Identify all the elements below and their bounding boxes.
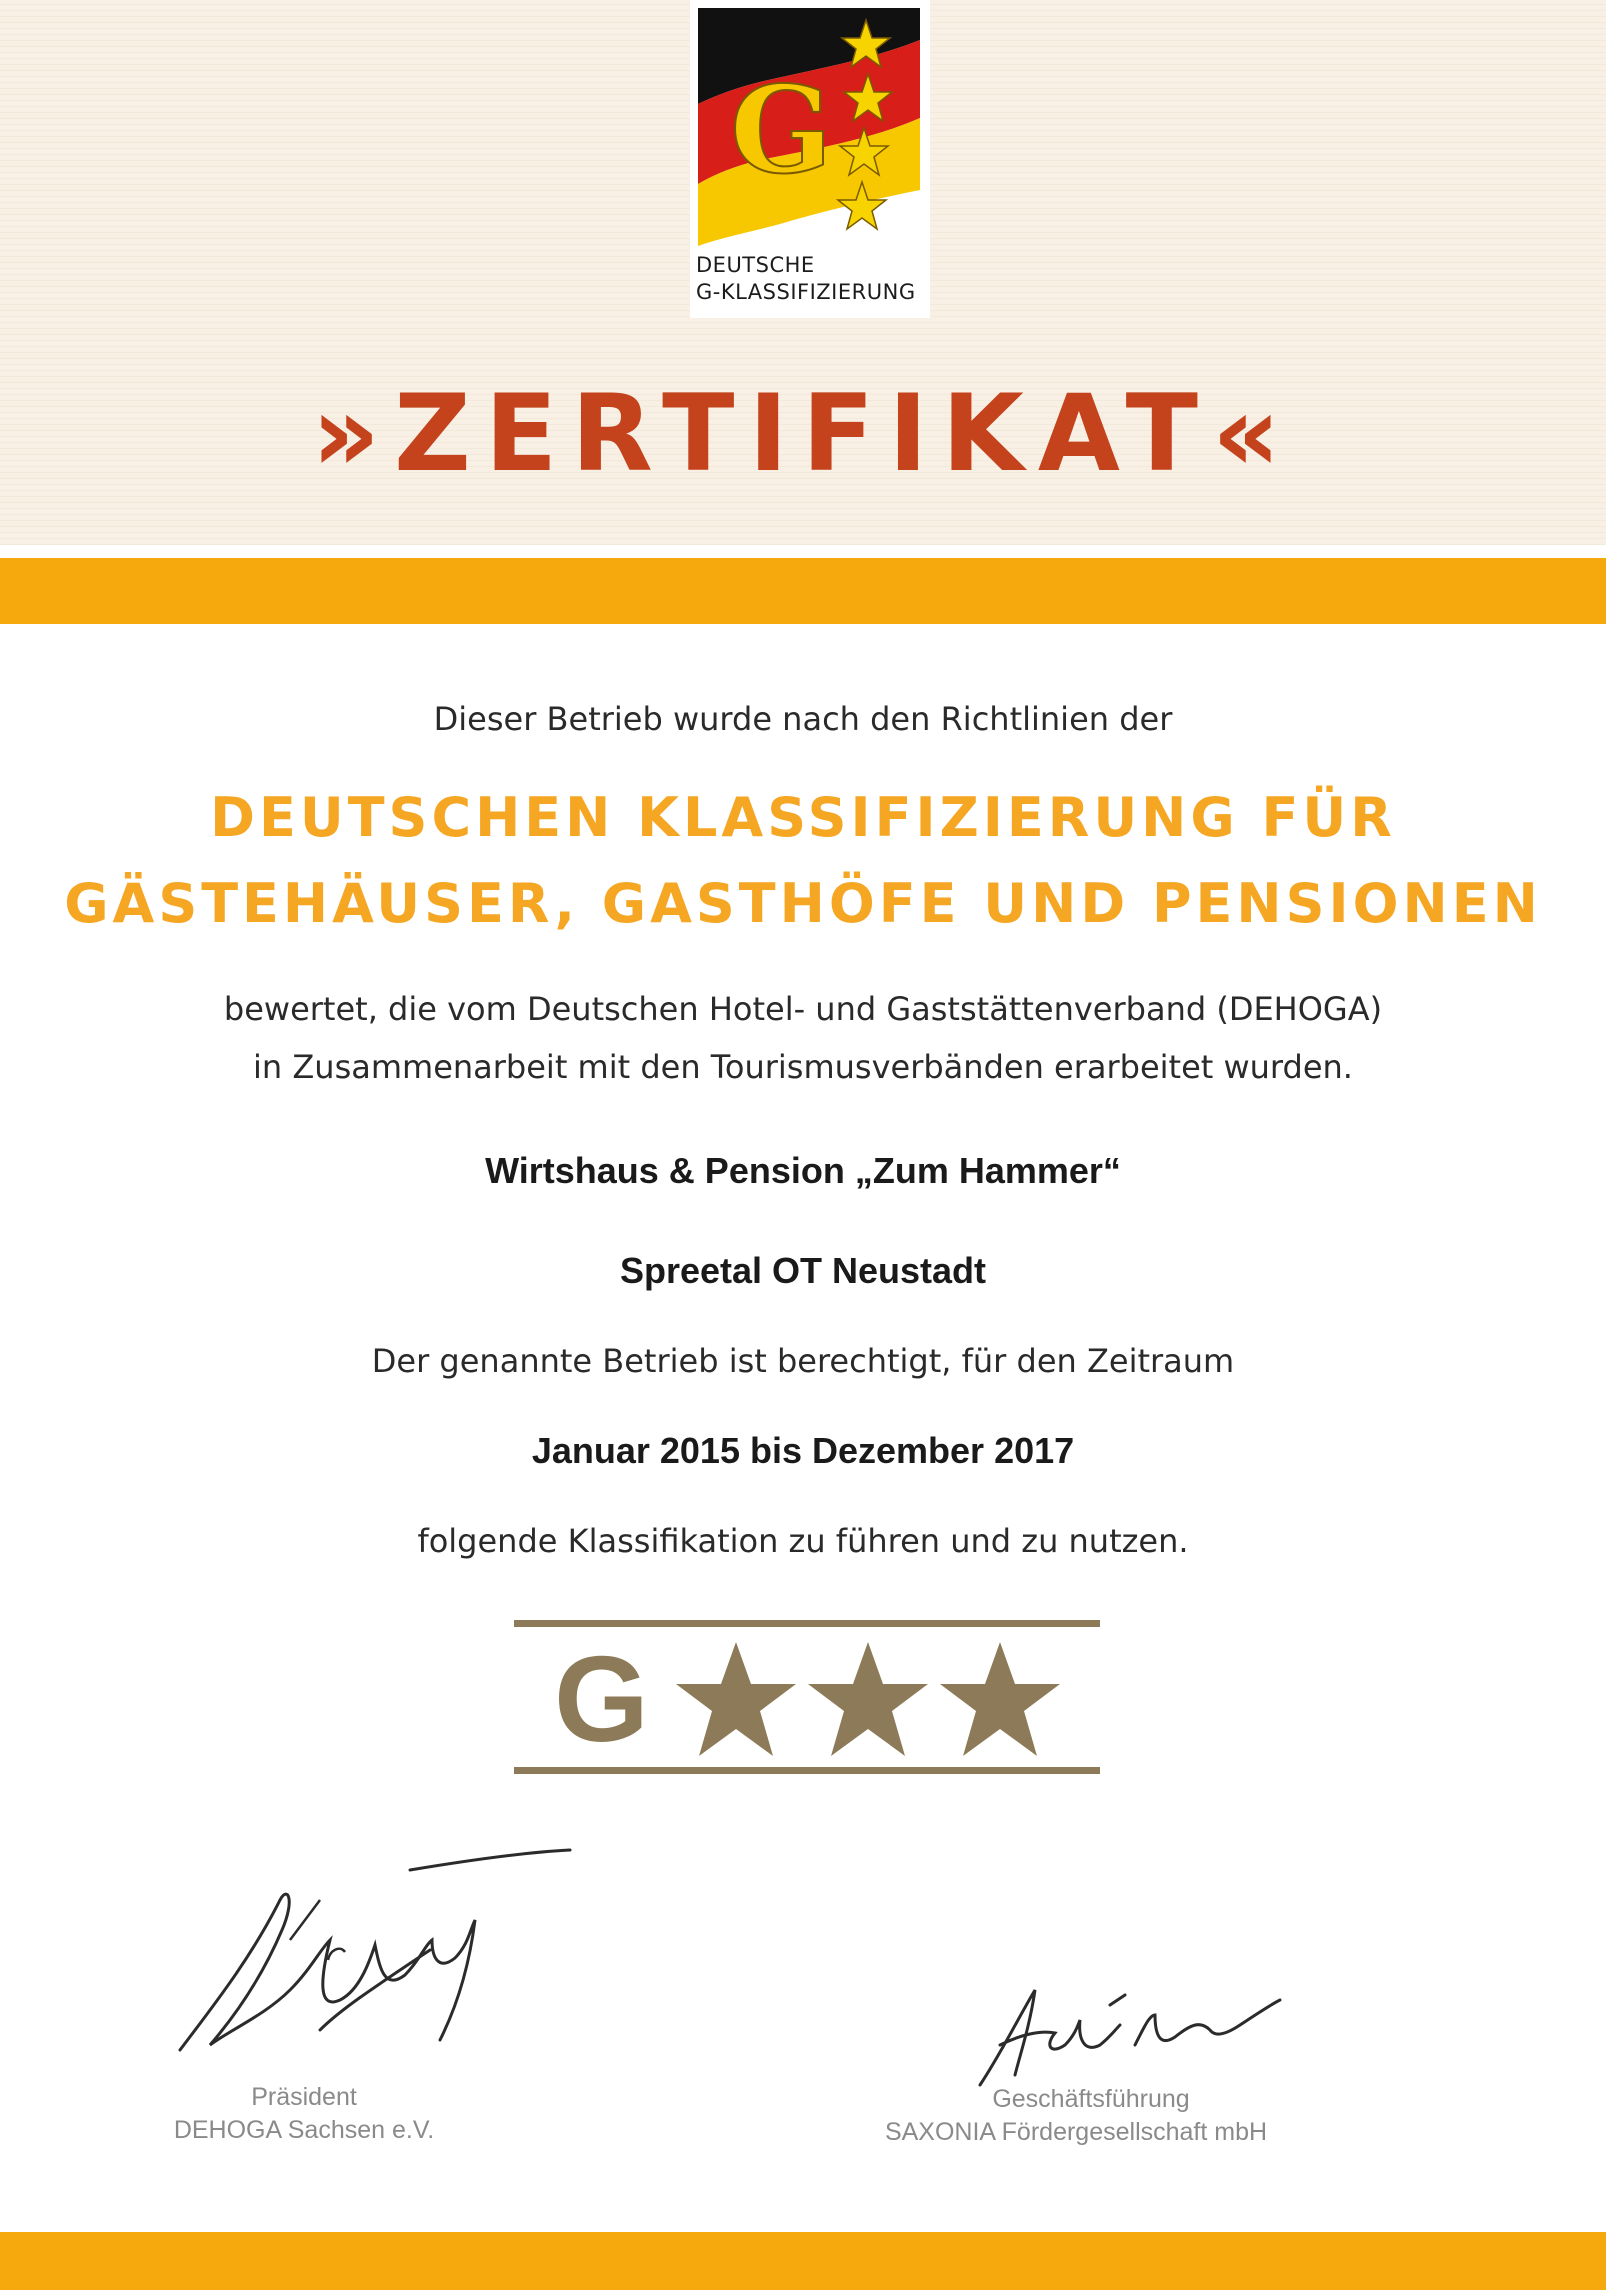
usage-text: folgende Klassifikation zu führen und zu nutzen. [417, 1522, 1189, 1560]
certificate-title: »ZERTIFIKAT« [311, 372, 1295, 495]
emblem-g-letter: G [730, 60, 833, 201]
g-klassifizierung-logo [690, 0, 930, 318]
signature-right-role: Geschäftsführung [992, 2085, 1190, 2113]
body-text-line2: in Zusammenarbeit mit den Tourismusverbänden erarbeitet wurden. [253, 1048, 1353, 1086]
classification-bottom-rule [514, 1767, 1100, 1774]
classification-heading-line1: DEUTSCHEN KLASSIFIZIERUNG FÜR [210, 786, 1396, 849]
star-icon [938, 1640, 1062, 1758]
logo-text-line2: G-KLASSIFIZIERUNG [696, 280, 916, 304]
star-icon [674, 1640, 798, 1758]
classification-emblem [514, 1620, 1100, 1774]
signature-right-icon [960, 1975, 1290, 2095]
orange-footer-band [0, 2232, 1606, 2290]
classification-letter: G [554, 1631, 649, 1767]
permission-text: Der genannte Betrieb ist berechtigt, für den Zeitraum [371, 1342, 1235, 1380]
body-text-line1: bewertet, die vom Deutschen Hotel- und Gaststättenverband (DEHOGA) [223, 990, 1383, 1028]
logo-text-line1: DEUTSCHE [696, 253, 815, 277]
business-location: Spreetal OT Neustadt [619, 1250, 987, 1291]
business-name: Wirtshaus & Pension „Zum Hammer“ [485, 1150, 1121, 1191]
german-flag-emblem-icon [690, 0, 930, 250]
signature-left-icon [170, 1840, 590, 2070]
signature-right-org: SAXONIA Fördergesellschaft mbH [884, 2118, 1268, 2146]
validity-period: Januar 2015 bis Dezember 2017 [531, 1430, 1075, 1471]
signature-left-role: Präsident [251, 2083, 357, 2111]
orange-divider-band [0, 558, 1606, 624]
classification-top-rule [514, 1620, 1100, 1627]
star-icon [806, 1640, 930, 1758]
intro-text: Dieser Betrieb wurde nach den Richtlinien der [433, 700, 1173, 738]
classification-heading-line2: GÄSTEHÄUSER, GASTHÖFE UND PENSIONEN [64, 872, 1542, 935]
signature-left-org: DEHOGA Sachsen e.V. [173, 2116, 435, 2144]
